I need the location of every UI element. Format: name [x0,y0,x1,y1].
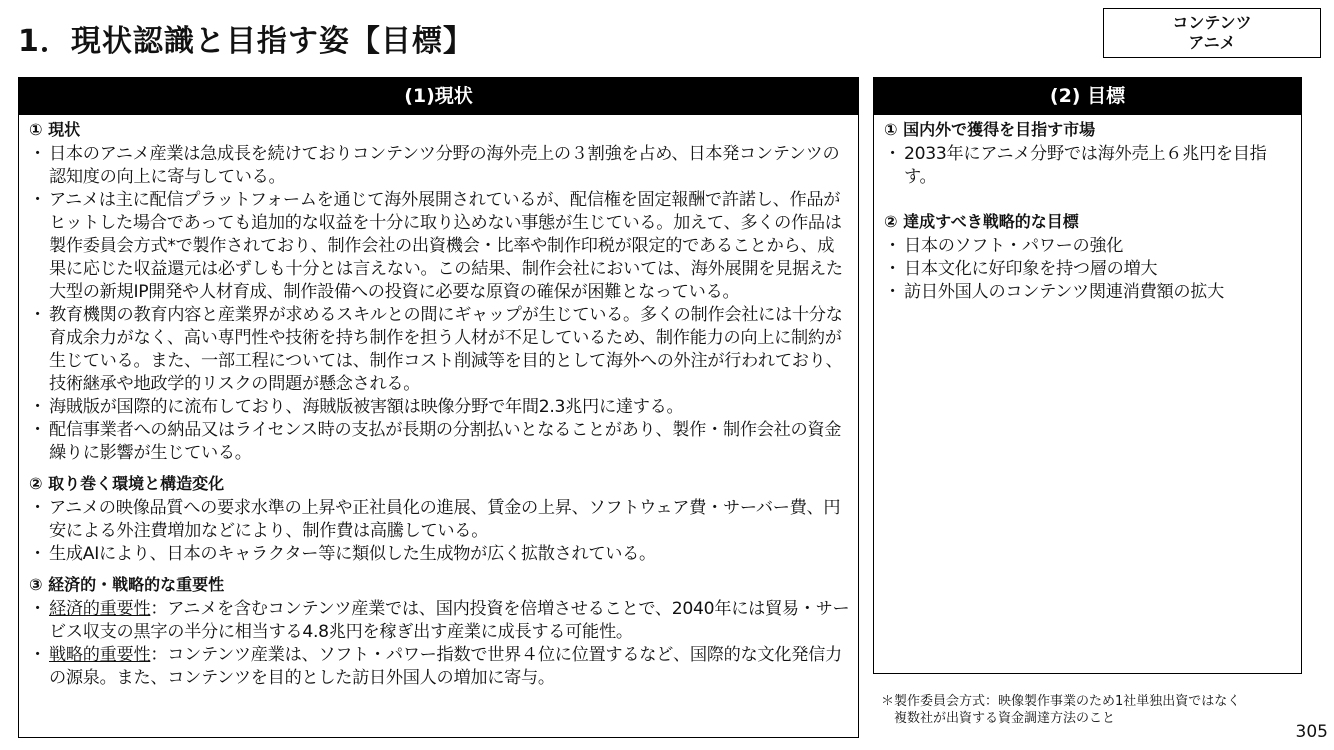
section-strategic-goal-list [884,235,1293,304]
goal-heading: (2) 目標 [874,78,1301,115]
section-strategic-goal-title: ② 達成すべき戦略的な目標 [884,212,1079,231]
list-item: ・ 生成AIにより、日本のキャラクター等に類似した生成物が広く拡散されている。 [29,543,850,566]
section-importance-title: ③ 経済的・戦略的な重要性 [29,575,225,594]
category-tag [1103,8,1321,58]
section-current-list [29,143,850,465]
list-item: ・ 日本のアニメ産業は急成長を続けておりコンテンツ分野の海外売上の３割強を占め、日本発コンテンツの認知度の向上に寄与している。 [29,143,850,189]
category-tag-line2: アニメ [1188,33,1236,52]
list-item: ・ 教育機関の教育内容と産業界が求めるスキルとの間にギャップが生じている。多くの制作会社には十分な育成余力がなく、高い専門性や技術を持ち制作を担う人材が不足しているため、制作能力の向上に制約が生じている。また、一部工程については、制作コスト削減等を目的として海外への外注が行われており、技術継承や地政学的リスクの問題が懸念される。 [29,304,850,396]
strategic-importance-label: 戦略的重要性 [49,645,151,665]
list-item [29,644,850,690]
category-tag-line1: コンテンツ [1172,13,1252,32]
section-environment-title: ② 取り巻く環境と構造変化 [29,474,225,493]
section-environment-list [29,497,850,566]
list-item: ・ 訪日外国人のコンテンツ関連消費額の拡大 [884,281,1293,304]
footnote-line1: ＊製作委員会方式：映像製作事業のため1社単独出資ではなく [881,694,1241,709]
strategic-importance-text: ：コンテンツ産業は、ソフト・パワー指数で世界４位に位置するなど、国際的な文化発信力の源泉。また、コンテンツを目的とした訪日外国人の増加に寄与。 [49,645,842,688]
list-item: ・ 日本のソフト・パワーの強化 [884,235,1293,258]
economic-importance-text: ：アニメを含むコンテンツ産業では、国内投資を倍増させることで、2040年には貿易・サービス収支の黒字の半分に相当する4.8兆円を稼ぎ出す産業に成長する可能性。 [49,599,850,642]
list-item [29,598,850,644]
list-item: ・ 2033年にアニメ分野では海外売上６兆円を目指す。 [884,143,1293,189]
page-number: 305 [1295,722,1328,742]
list-item: ・ アニメは主に配信プラットフォームを通じて海外展開されているが、配信権を固定報酬で許諾し、作品がヒットした場合であっても追加的な収益を十分に取り込めない事態が生じている。加えて、多くの作品は製作委員会方式*で製作されており、制作会社の出資機会・比率や制作印税が限定的であることから、成果に応じた収益還元は必ずしも十分とは言えない。この結果、制作会社においては、海外展開を見据えた大型の新規IP開発や人材育成、制作設備への投資に必要な原資の確保が困難となっている。 [29,189,850,304]
list-item: ・ 日本文化に好印象を持つ層の増大 [884,258,1293,281]
section-market-list [884,143,1293,189]
page-title: 1．現状認識と目指す姿【目標】 [18,24,474,59]
list-item: ・ 海賊版が国際的に流布しており、海賊版被害額は映像分野で年間2.3兆円に達する。 [29,396,850,419]
list-item: ・ 配信事業者への納品又はライセンス時の支払が長期の分割払いとなることがあり、製作・制作会社の資金繰りに影響が生じている。 [29,419,850,465]
economic-importance-label: 経済的重要性 [49,599,151,619]
list-item: ・ アニメの映像品質への要求水準の上昇や正社員化の進展、賃金の上昇、ソフトウェア費・サーバー費、円安による外注費増加などにより、制作費は高騰している。 [29,497,850,543]
current-state-panel [18,77,859,738]
footnote [881,693,1301,727]
section-market-title: ① 国内外で獲得を目指す市場 [884,120,1096,139]
section-current-title: ① 現状 [29,120,81,139]
goal-panel [873,77,1302,674]
footnote-line2: 複数社が出資する資金調達方法のこと [894,711,1116,726]
current-state-heading: (1)現状 [19,78,858,115]
section-importance-list [29,598,850,690]
